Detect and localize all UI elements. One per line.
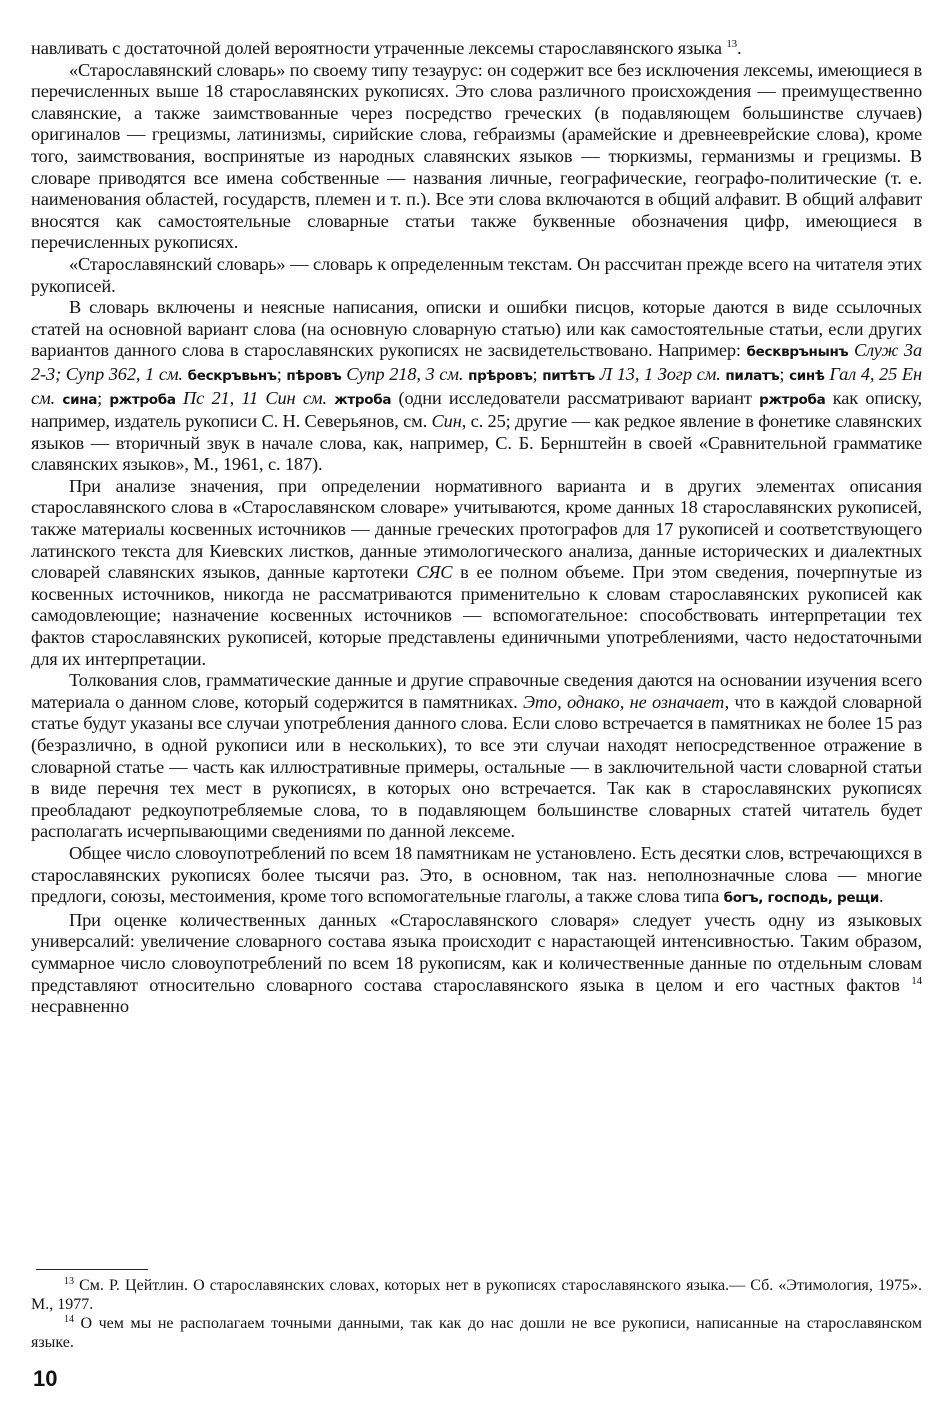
paragraph-text: (одни исследователи рассматривают вариант <box>398 387 752 408</box>
punctuation: . <box>737 38 742 58</box>
footnote-divider <box>36 1269 148 1270</box>
paragraph-quantitative-data <box>31 910 922 1018</box>
footnote-14 <box>31 1314 922 1352</box>
footnotes <box>31 1276 922 1352</box>
oldslavonic-word: ржтроба <box>759 391 826 408</box>
abbreviation: СЯС <box>416 562 453 583</box>
page-number: 10 <box>33 1366 58 1391</box>
separator: ; <box>532 363 538 384</box>
paragraph-text: В словарь включены и неясные написания, описки и ошибки писцов, которые даются в виде ссылочных статей на основной вариант слова (на основную словарную статью) или как самостоятельные статьи, если других вариантов данного слова в старославянских рукописях не засвидетельствовано. Например: <box>31 297 922 361</box>
paragraph-thesaurus: «Старославянский словарь» по своему типу тезаурус: он содержит все без исключения лексемы, имеющиеся в перечисленных выше 18 старославянских рукописях. Это слова различного происхождения — преимущественно славянские, а также заимствованные через посредство греческих (в подавляющем большинстве случаев) оригиналов — грецизмы, латинизмы, сирийские слова, гебраизмы (арамейские и древнееврейские слова), кроме того, заимствования, воспринятые из народных славянских языков — тюркизмы, германизмы и грецизмы. В словаре приводятся все имена собственные — названия личные, географические, географо-политические (т. е. наименования областей, государств, племен и т. п.). Все эти слова включаются в общий алфавит. В общий алфавит вносятся как самостоятельные словарные статьи также буквенные обозначения цифр, имеющиеся в перечисленных рукописях. <box>31 59 922 253</box>
footnote-ref-13[interactable]: 13 <box>726 38 738 50</box>
paragraph-word-usage <box>31 843 922 910</box>
separator: ; <box>276 363 282 384</box>
paragraph-text: навливать с достаточной долей вероятности утраченные лексемы старославянского языка <box>31 38 722 58</box>
footnote-text: См. Р. Цейтлин. О старославянских словах, которых нет в рукописях старославянского языка.— Сб. «Этимология, 1975». М., 1977. <box>31 1277 923 1313</box>
paragraph-text: При анализе значения, при определении нормативного варианта и в других элементах описания старославянского слова в «Старославянском словаре» учитываются, кроме данных 18 старославянских рукописей, также материалы косвенных источников — данные греческих протографов для 17 рукописей и соответствующего латинского текста для Киевских листков, данные этимологического анализа, данные исторических и диалектных словарей славянских языков, данные картотеки <box>31 475 922 583</box>
paragraph-text: в ее полном объеме. При этом сведения, почерпнутые из косвенных источников, никогда не рассматриваются применительно к словам старославянских рукописей как самодовлеющие; назначение косвенных источников — вспомогательное: способствовать интерпретации тех фактов старославянских рукописей, которые представлены единичными употреблениями, часто недостаточными для их интерпретации. <box>31 562 922 669</box>
source-reference: Гал 4, 25 Ен см. <box>31 363 922 408</box>
source-reference: Л 13, 1 Зогр см. <box>599 363 721 384</box>
oldslavonic-word: пѣровъ <box>286 367 342 384</box>
footnote-ref-14[interactable]: 14 <box>911 974 922 987</box>
source-reference: Супр 218, 3 см. <box>346 363 464 384</box>
punctuation: . <box>879 886 884 907</box>
paragraph-scribal-errors <box>31 297 922 476</box>
paragraph-text: При оценке количественных данных «Старославянского словаря» следует учесть одну из языковых универсалий: увеличение словарного состава языка происходит с нарастающей интенсивностью. Таким образом, суммарное число словоупотреблений по всем 18 рукописям, как и количественные данные по отдельным словам представляют относительно словарного состава старославянского языка в целом и его частных фактов <box>31 909 922 995</box>
emphasis-text: Это, однако, не означает, <box>523 691 730 712</box>
paragraph-text: несравненно <box>31 996 129 1017</box>
paragraph-indirect-sources <box>31 476 922 670</box>
paragraph-text: как описку, например, издатель рукописи С. Н. Северьянов, см. <box>31 387 922 432</box>
oldslavonic-word: синѣ <box>789 367 825 384</box>
paragraph-text: Общее число словоупотреблений по всем 18 памятникам не установлено. Есть десятки слов, встречающихся в старославянских рукописях более тысячи раз. Это, в основном, так наз. неполнозначные слова — многие предлоги, союзы, местоимения, кроме того вспомогательные глаголы, а также слова типа <box>31 842 922 907</box>
paragraph-text: , с. 25; другие — как редкое явление в фонетике славянских языков — вторичный звук в начале слова, как, например, С. Б. Бернштейн в своей «Сравнительной грамматике славянских языков», М., 1961, с. 187). <box>31 411 923 475</box>
paragraph-interpretations <box>31 670 922 843</box>
oldslavonic-word: сина <box>62 391 98 408</box>
footnote-number: 13 <box>64 1276 74 1287</box>
footnote-number: 14 <box>64 1314 74 1325</box>
footnote-text: О чем мы не располагаем точными данными, так как до нас дошли не все рукописи, написанные на старославянском языке. <box>31 1315 923 1351</box>
page-body <box>31 38 922 1018</box>
source-reference: Служ 3а 2-3; Супр 362, 1 см. <box>31 340 923 384</box>
oldslavonic-word: бескврънынъ <box>746 344 849 361</box>
paragraph-specific-texts: «Старославянский словарь» — словарь к определенным текстам. Он рассчитан прежде всего на читателя этих рукописей. <box>31 253 922 296</box>
oldslavonic-word: ржтроба <box>109 391 176 408</box>
oldslavonic-word: пилатъ <box>725 367 780 384</box>
paragraph-continuation <box>31 38 922 60</box>
paragraph-text: Толкования слов, грамматические данные и другие справочные сведения даются на основании изучения всего материала о данном слове, который содержится в памятниках. <box>31 670 922 712</box>
oldslavonic-word: жтроба <box>334 391 392 408</box>
footnote-13 <box>31 1276 922 1314</box>
source-reference: Син <box>431 411 462 432</box>
oldslavonic-word: бескръвьнъ <box>187 367 277 384</box>
paragraph-text: что в каждой словарной статье будут указаны все случаи употребления данного слова. Если слово встречается в памятниках не более 15 раз (безразлично, в одной рукописи или в нескольких), то все эти случаи находят непосредственное отражение в словарной статье — часть как иллюстративные примеры, остальные — в заключительной части словарной статьи в виде перечня тех мест в рукописях, в которых оно встречается. Так как в старославянских рукописях преобладают редкоупотребляемые слова, то в подавляющем большинстве словарных статей читатель будет располагать исчерпывающими сведениями по данной лексеме. <box>31 691 922 842</box>
source-reference: Пс 21, 11 Син см. <box>183 387 327 408</box>
oldslavonic-word: прѣровъ <box>468 367 533 384</box>
separator: ; <box>779 363 785 384</box>
oldslavonic-word: богъ, господь, рещи <box>723 890 879 907</box>
oldslavonic-word: питѣтъ <box>542 367 595 384</box>
separator: ; <box>97 387 103 408</box>
